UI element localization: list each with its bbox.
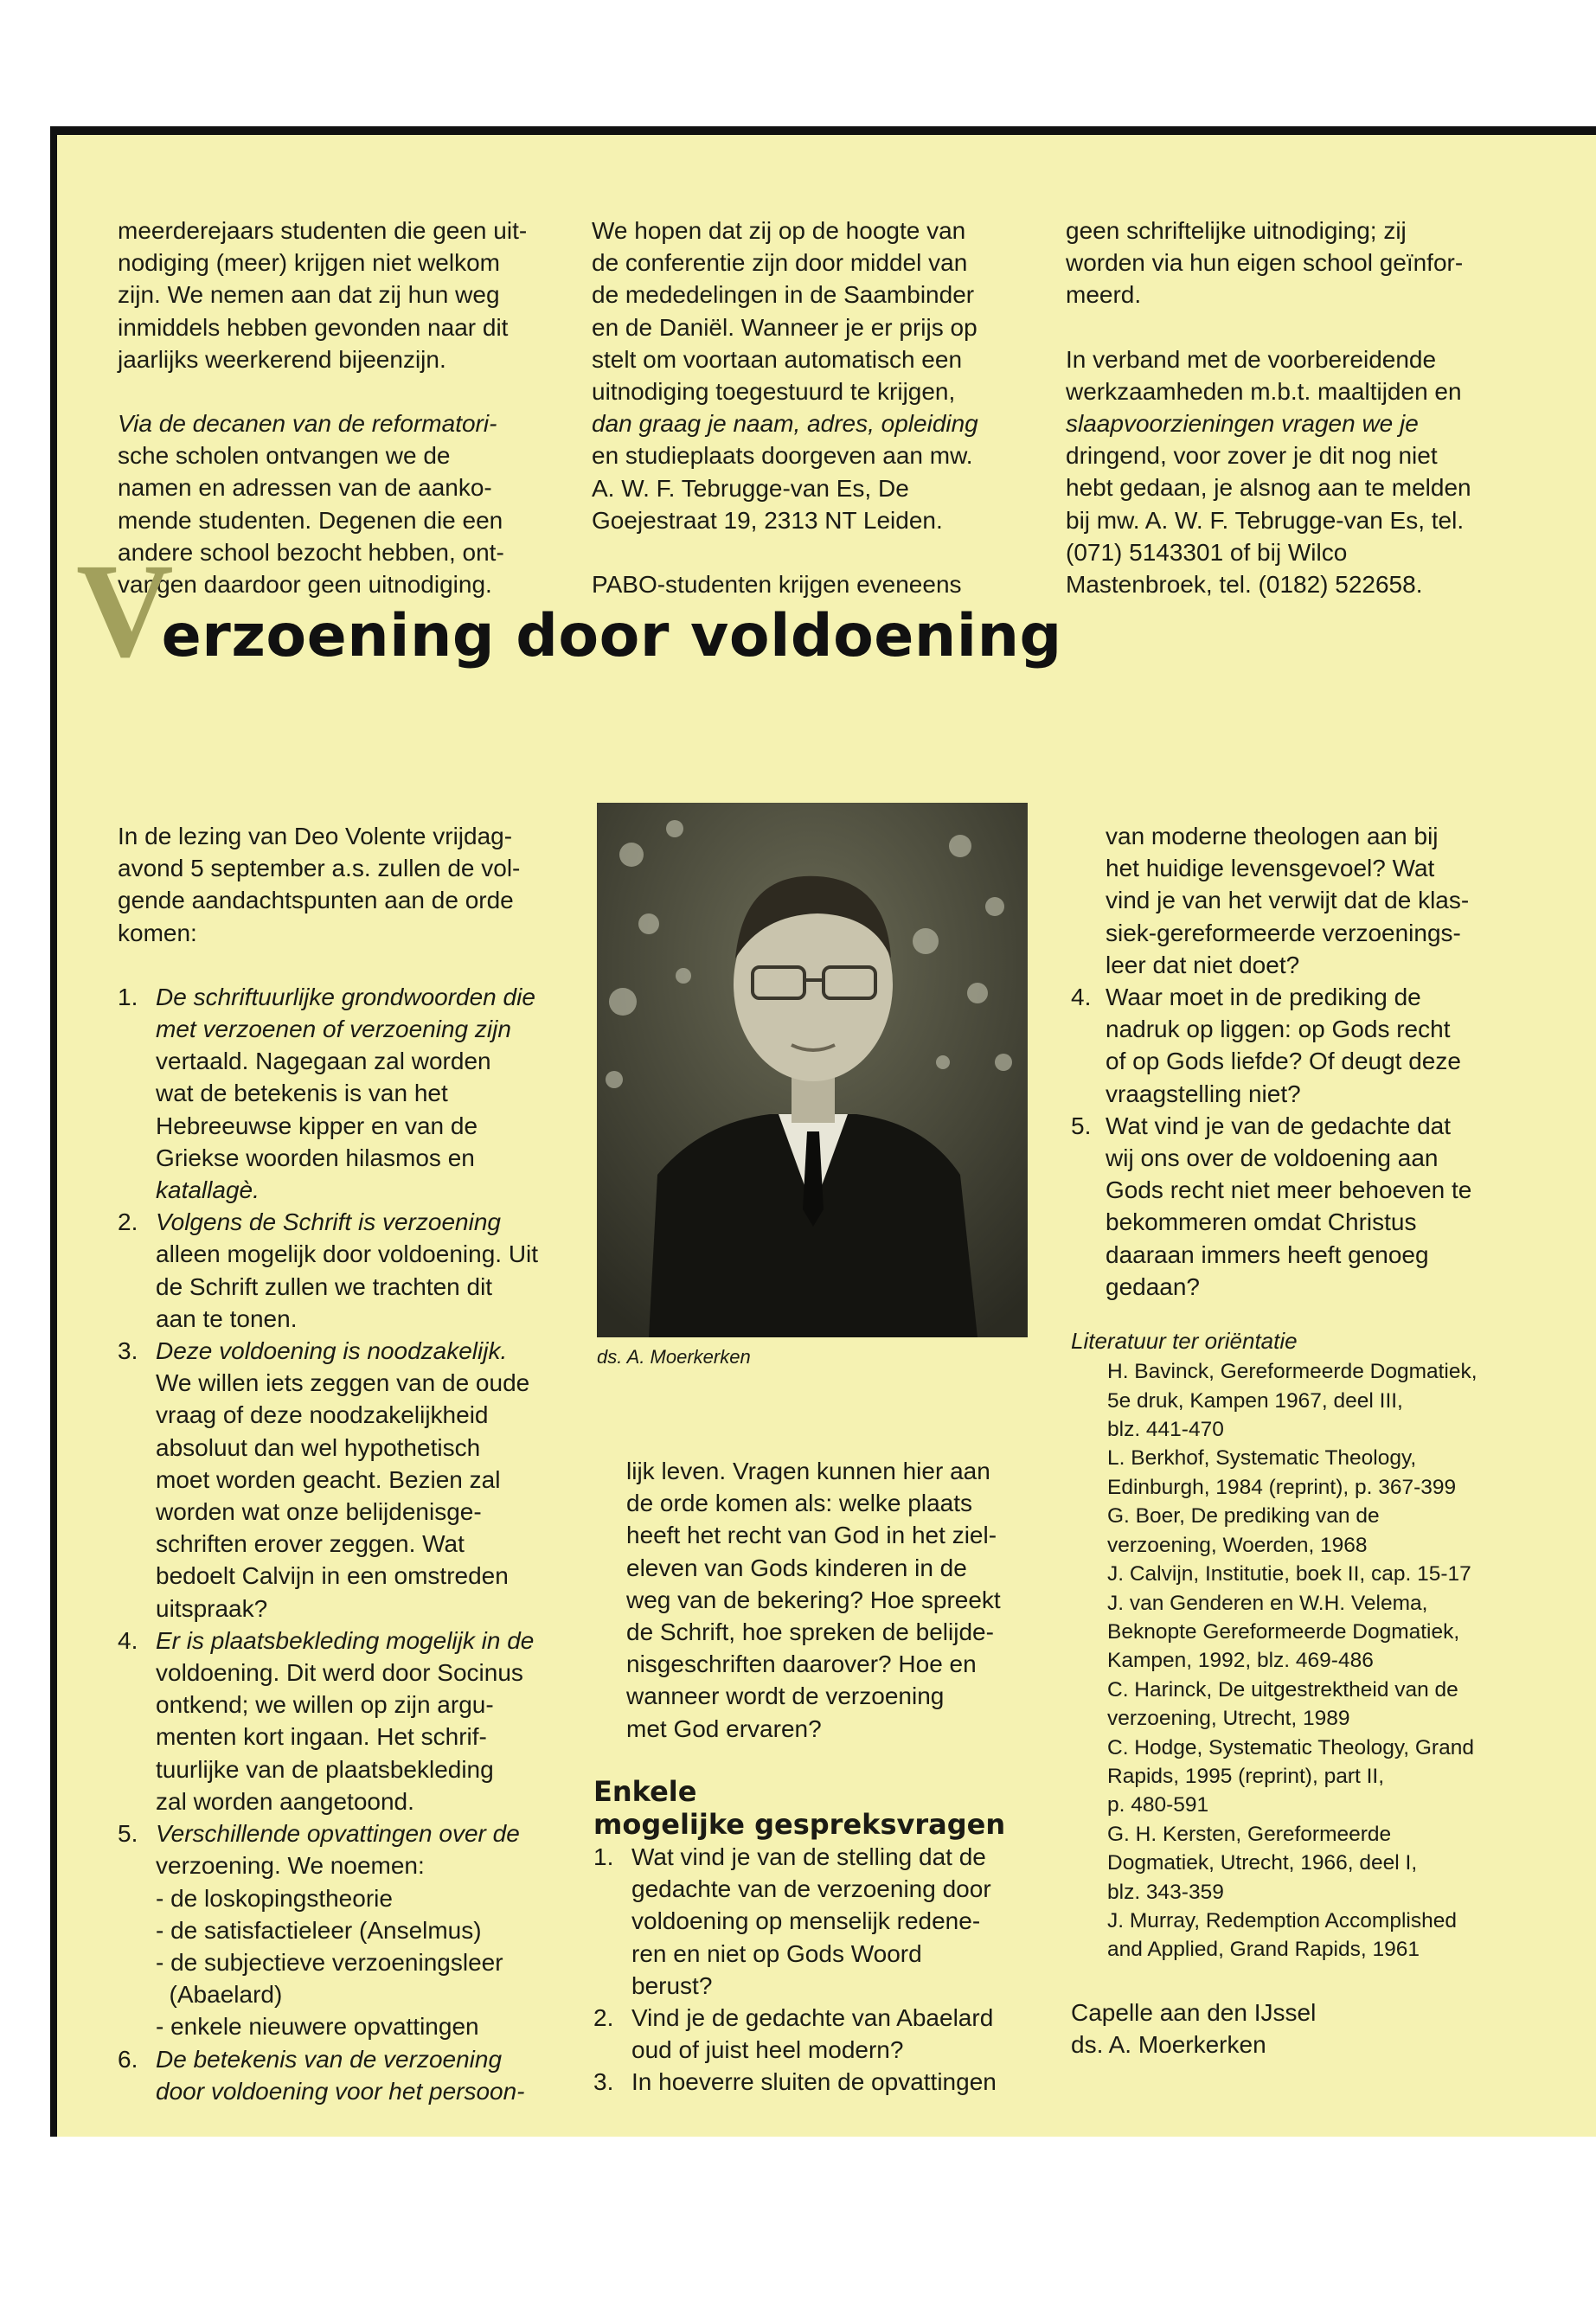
theory-item: - de subjectieve verzoeningsleer <box>156 1948 503 1976</box>
text-line: bekommeren omdat Christus <box>1106 1208 1417 1236</box>
text-line: katallagè. <box>156 1176 260 1204</box>
literature-list <box>1071 1357 1538 1965</box>
intro-line: gende aandachtspunten aan de orde <box>118 887 514 914</box>
text-line: worden wat onze belijdenisge- <box>156 1498 482 1526</box>
theory-list <box>156 1882 572 2043</box>
text-line: menten kort ingaan. Het schrif- <box>156 1723 487 1751</box>
discussion-points <box>118 981 572 2107</box>
text-line: geen schriftelijke uitnodiging; zij <box>1066 217 1407 244</box>
point-item <box>118 981 572 1206</box>
text-line: de Schrift, hoe spreken de belijde- <box>626 1618 994 1646</box>
literature-item <box>1107 1820 1538 1907</box>
text-line: p. 480-591 <box>1107 1793 1209 1817</box>
question-item <box>1071 1110 1538 1303</box>
text-line: vraag of deze noodzakelijkheid <box>156 1401 489 1429</box>
heading-line: mogelijke gespreksvragen <box>593 1808 1006 1841</box>
text-line: meerd. <box>1066 281 1142 309</box>
article-column-left <box>118 820 572 2107</box>
question-item <box>593 1841 1043 2002</box>
text-line: Wat vind je van de stelling dat de <box>631 1843 986 1870</box>
questions-list-right <box>1071 981 1538 1303</box>
text-line: jaarlijks weerkerend bijeenzijn. <box>118 345 446 373</box>
point-item <box>118 1206 572 1335</box>
text-line: L. Berkhof, Systematic Theology, <box>1107 1446 1417 1471</box>
point-number: 5. <box>118 1820 138 1848</box>
text-line: De betekenis van de verzoening <box>156 2045 503 2073</box>
text-line: vangen daardoor geen uitnodiging. <box>118 571 492 599</box>
questions-list <box>593 1841 1043 2099</box>
question-number: 3. <box>593 2068 614 2096</box>
text-line: eleven van Gods kinderen in de <box>626 1554 967 1581</box>
text-line: nadruk op liggen: op Gods recht <box>1106 1016 1451 1043</box>
text-line: H. Bavinck, Gereformeerde Dogmatiek, <box>1107 1360 1477 1384</box>
text-line: met God ervaren? <box>626 1715 822 1742</box>
questions-heading <box>593 1775 1043 1841</box>
article-title <box>76 535 1062 685</box>
text-line: hebt gedaan, je alsnog aan te melden <box>1066 474 1471 502</box>
text-line: Vind je de gedachte van Abaelard <box>631 2004 994 2032</box>
text-line: slaapvoorzieningen vragen we je <box>1066 410 1419 438</box>
text-line: wanneer wordt de verzoening <box>626 1682 945 1710</box>
text-line: vraagstelling niet? <box>1106 1080 1301 1107</box>
text-line: dringend, voor zover je dit nog niet <box>1066 442 1438 470</box>
text-line: namen en adressen van de aanko- <box>118 474 492 502</box>
article-column-middle <box>626 1455 1050 1745</box>
point-number: 6. <box>118 2045 138 2073</box>
point-item <box>118 1817 572 2042</box>
text-line: Edinburgh, 1984 (reprint), p. 367-399 <box>1107 1475 1457 1499</box>
text-line: C. Harinck, De uitgestrektheid van de <box>1107 1677 1458 1702</box>
text-line: nodiging (meer) krijgen niet welkom <box>118 249 500 277</box>
text-line: andere school bezocht hebben, ont- <box>118 538 504 566</box>
text-line: alleen mogelijk door voldoening. Uit <box>156 1240 539 1268</box>
title-text: erzoening door voldoening <box>161 602 1062 670</box>
text-line: meerderejaars studenten die geen uit- <box>118 217 528 244</box>
text-line: door voldoening voor het persoon- <box>156 2077 525 2105</box>
text-line: en studieplaats doorgeven aan mw. <box>592 442 973 470</box>
literature-item <box>1107 1589 1538 1676</box>
point-item <box>118 1335 572 1625</box>
text-line: J. Murray, Redemption Accomplished <box>1107 1908 1457 1932</box>
intro-line: In de lezing van Deo Volente vrijdag- <box>118 823 513 849</box>
theory-item: - enkele nieuwere opvattingen <box>156 2013 479 2041</box>
text-line: zijn. We nemen aan dat zij hun weg <box>118 281 500 309</box>
theory-item: (Abaelard) <box>156 1981 283 2009</box>
text-line: heeft het recht van God in het ziel- <box>626 1522 997 1549</box>
text-line: verzoening. We noemen: <box>156 1852 425 1880</box>
point-item <box>118 2043 572 2107</box>
question-item <box>1071 981 1538 1110</box>
text-line: We hopen dat zij op de hoogte van <box>592 217 966 244</box>
heading-line: Enkele <box>593 1775 697 1808</box>
text-line: verzoening, Woerden, 1968 <box>1107 1533 1368 1557</box>
intro-line: komen: <box>118 919 197 946</box>
signature-place: Capelle aan den IJssel <box>1071 1998 1317 2026</box>
text-line: de Schrift zullen we trachten dit <box>156 1272 493 1300</box>
literature-item <box>1107 1560 1538 1588</box>
text-line: de orde komen als: welke plaats <box>626 1490 972 1517</box>
text-line: Wat vind je van de gedachte dat <box>1106 1112 1451 1139</box>
text-line: moet worden geacht. Bezien zal <box>156 1465 501 1493</box>
text-line: het huidige levensgevoel? Wat <box>1106 855 1435 882</box>
text-line: daaraan immers heeft genoeg <box>1106 1240 1429 1268</box>
text-line: lijk leven. Vragen kunnen hier aan <box>626 1458 990 1484</box>
text-line: en de Daniël. Wanneer je er prijs op <box>592 313 977 341</box>
text-line: aan te tonen. <box>156 1304 298 1332</box>
text-line: Waar moet in de prediking de <box>1106 984 1421 1011</box>
text-line: Kampen, 1992, blz. 469-486 <box>1107 1649 1374 1673</box>
literature-heading: Literatuur ter oriëntatie <box>1071 1328 1298 1355</box>
text-line: worden via hun eigen school geïnfor- <box>1066 249 1464 277</box>
text-line: Volgens de Schrift is verzoening <box>156 1208 501 1236</box>
text-line: PABO-studenten krijgen eveneens <box>592 571 962 599</box>
point-number: 1. <box>118 983 138 1010</box>
point-item <box>118 1625 572 1817</box>
text-line: 5e druk, Kampen 1967, deel III, <box>1107 1388 1403 1413</box>
text-line: of op Gods liefde? Of deugt deze <box>1106 1048 1461 1075</box>
text-line: de mededelingen in de Saambinder <box>592 281 975 309</box>
question-number: 5. <box>1071 1112 1092 1139</box>
text-line: J. Calvijn, Institutie, boek II, cap. 15-17 <box>1107 1562 1471 1586</box>
text-line: uitspraak? <box>156 1594 268 1622</box>
text-line: Rapids, 1995 (reprint), part II, <box>1107 1764 1385 1788</box>
text-line: voldoening. Dit werd door Socinus <box>156 1659 523 1687</box>
photo-caption: ds. A. Moerkerken <box>597 1346 751 1368</box>
text-line: dan graag je naam, adres, opleiding <box>592 410 978 438</box>
text-line: Hebreeuwse kipper en van de <box>156 1112 478 1139</box>
text-line: wij ons over de voldoening aan <box>1106 1144 1439 1172</box>
text-line: weg van de bekering? Hoe spreekt <box>626 1586 1001 1613</box>
text-line: Gods recht niet meer behoeven te <box>1106 1176 1472 1204</box>
question-item <box>593 2002 1043 2066</box>
text-line: zal worden aangetoond. <box>156 1787 414 1815</box>
text-line: gedaan? <box>1106 1272 1201 1300</box>
text-line: Mastenbroek, tel. (0182) 522658. <box>1066 571 1423 599</box>
intro-line: avond 5 september a.s. zullen de vol- <box>118 855 521 882</box>
text-line: sche scholen ontvangen we de <box>118 442 451 470</box>
title-initial: V <box>76 535 174 685</box>
text-line: C. Hodge, Systematic Theology, Grand <box>1107 1735 1474 1759</box>
text-line: J. van Genderen en W.H. Velema, <box>1107 1591 1428 1615</box>
theory-item: - de satisfactieleer (Anselmus) <box>156 1916 482 1944</box>
text-line: Verschillende opvattingen over de <box>156 1820 520 1848</box>
text-line: Beknopte Gereformeerde Dogmatiek, <box>1107 1619 1460 1644</box>
point-number: 4. <box>118 1626 138 1654</box>
literature-item <box>1107 1734 1538 1820</box>
author-photo <box>597 803 1028 1337</box>
top-column-3 <box>1066 215 1533 600</box>
portrait-image <box>597 803 1028 1337</box>
text-line: ontkend; we willen op zijn argu- <box>156 1691 494 1719</box>
text-line: werkzaamheden m.b.t. maaltijden en <box>1066 377 1462 405</box>
text-line: uitnodiging toegestuurd te krijgen, <box>592 378 956 406</box>
text-line: Deze voldoening is noodzakelijk. <box>156 1337 508 1365</box>
text-line: gedachte van de verzoening door <box>631 1875 991 1903</box>
point-number: 2. <box>118 1208 138 1236</box>
article-column-right <box>1071 820 1538 2061</box>
text-line: De schriftuurlijke grondwoorden die <box>156 983 535 1010</box>
text-line: In verband met de voorbereidende <box>1066 345 1437 373</box>
text-line: vind je van het verwijt dat de klas- <box>1106 887 1470 914</box>
text-line: bedoelt Calvijn in een omstreden <box>156 1562 509 1590</box>
text-line: wat de betekenis is van het <box>156 1080 448 1107</box>
text-line: blz. 343-359 <box>1107 1880 1224 1904</box>
text-line: tuurlijke van de plaatsbekleding <box>156 1755 494 1783</box>
text-line: mende studenten. Degenen die een <box>118 506 503 534</box>
question-item <box>593 2066 1043 2098</box>
text-line: stelt om voortaan automatisch een <box>592 345 963 373</box>
signature-author: ds. A. Moerkerken <box>1071 2030 1266 2058</box>
text-line: absoluut dan wel hypothetisch <box>156 1433 481 1461</box>
text-line: Griekse woorden hilasmos en <box>156 1144 475 1171</box>
literature-item <box>1107 1907 1538 1965</box>
text-line: inmiddels hebben gevonden naar dit <box>118 313 509 341</box>
text-line: In hoeverre sluiten de opvattingen <box>631 2068 997 2096</box>
text-line: G. Boer, De prediking van de <box>1107 1504 1380 1529</box>
text-line: blz. 441-470 <box>1107 1418 1224 1442</box>
literature-item <box>1107 1676 1538 1734</box>
text-line: verzoening, Utrecht, 1989 <box>1107 1707 1350 1731</box>
text-line: and Applied, Grand Rapids, 1961 <box>1107 1938 1420 1962</box>
text-line: Dogmatiek, Utrecht, 1966, deel I, <box>1107 1851 1418 1875</box>
text-line: Via de decanen van de reformatori- <box>118 410 497 438</box>
text-line: oud of juist heel modern? <box>631 2036 904 2064</box>
text-line: We willen iets zeggen van de oude <box>156 1369 530 1397</box>
text-line: de conferentie zijn door middel van <box>592 249 968 277</box>
literature-item <box>1107 1502 1538 1560</box>
text-line: voldoening op menselijk redene- <box>631 1907 981 1935</box>
theory-item: - de loskopingstheorie <box>156 1884 393 1912</box>
text-line: ren en niet op Gods Woord <box>631 1939 922 1967</box>
text-line: berust? <box>631 1971 713 1999</box>
text-line: bij mw. A. W. F. Tebrugge-van Es, tel. <box>1066 506 1465 534</box>
text-line: G. H. Kersten, Gereformeerde <box>1107 1822 1392 1846</box>
text-line: nisgeschriften daarover? Hoe en <box>626 1650 977 1678</box>
text-line: schriften erover zeggen. Wat <box>156 1530 465 1558</box>
point-number: 3. <box>118 1337 138 1365</box>
question-number: 1. <box>593 1843 614 1870</box>
questions-column-middle <box>593 1751 1043 2099</box>
text-line: vertaald. Nagegaan zal worden <box>156 1048 491 1075</box>
text-line: A. W. F. Tebrugge-van Es, De <box>592 474 909 502</box>
text-line: met verzoenen of verzoening zijn <box>156 1016 511 1043</box>
question-number: 4. <box>1071 984 1092 1011</box>
text-line: van moderne theologen aan bij <box>1106 823 1439 849</box>
question-number: 2. <box>593 2004 614 2032</box>
text-line: Goejestraat 19, 2313 NT Leiden. <box>592 506 943 534</box>
text-line: Er is plaatsbekleding mogelijk in de <box>156 1626 535 1654</box>
text-line: (071) 5143301 of bij Wilco <box>1066 538 1348 566</box>
text-line: siek-gereformeerde verzoenings- <box>1106 919 1461 946</box>
literature-item <box>1107 1444 1538 1502</box>
text-line: leer dat niet doet? <box>1106 951 1300 978</box>
literature-item <box>1107 1357 1538 1444</box>
